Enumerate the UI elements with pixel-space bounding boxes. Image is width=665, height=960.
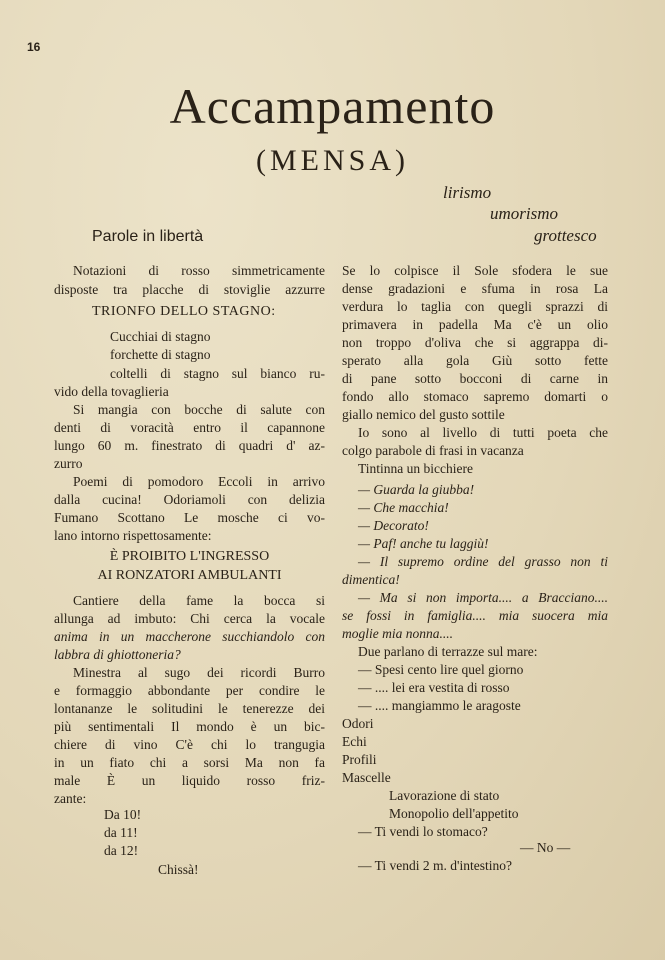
text-line: da 12!: [104, 843, 139, 858]
text-line: e formaggio abbondante per condire le: [54, 683, 325, 698]
text-line: — Ma si non importa.... a Bracciano....: [358, 590, 608, 605]
text-line: Tintinna un bicchiere: [358, 461, 473, 476]
text-line: — .... mangiammo le aragoste: [358, 698, 521, 713]
text-line: — Che macchia!: [358, 500, 449, 515]
text-line: Monopolio dell'appetito: [389, 806, 519, 821]
tag-grottesco: grottesco: [534, 226, 597, 245]
text-line: sperato alla gola Giù sotto fette: [342, 353, 608, 368]
text-line: — Paf! anche tu laggiù!: [358, 536, 489, 551]
text-line: Mascelle: [342, 770, 391, 785]
text-line: lano intorno rispettosamente:: [54, 528, 212, 543]
text-line: Lavorazione di stato: [389, 788, 500, 803]
page-subtitle: (MENSA): [256, 144, 409, 177]
text-line: forchette di stagno: [110, 347, 211, 362]
tag-umorismo: umorismo: [490, 204, 559, 223]
text-line: se fossi in famiglia.... mia suocera mia: [342, 608, 608, 623]
text-line: È PROIBITO L'INGRESSO: [109, 549, 270, 564]
text-line: allunga ad imbuto: Chi cerca la vocale: [54, 611, 325, 626]
text-line: primavera in padella Ma c'è un olio: [342, 317, 608, 332]
text-line: Due parlano di terrazze sul mare:: [358, 644, 538, 659]
text-line: da 11!: [104, 825, 138, 840]
text-line: denti di voracità entro il capannone: [54, 420, 325, 435]
section-label: Parole in libertà: [92, 228, 204, 245]
page-title: Accampamento: [169, 78, 496, 134]
text-line: vido della tovaglieria: [54, 384, 169, 399]
text-line: lungo 60 m. finestrato di quadri d' az-: [54, 438, 325, 453]
text-line: AI RONZATORI AMBULANTI: [97, 568, 282, 583]
text-line: — .... lei era vestita di rosso: [358, 680, 510, 695]
page-number: 16: [27, 40, 41, 54]
text-line: moglie mia nonna....: [342, 626, 453, 641]
text-line: Profili: [342, 752, 377, 767]
text-line: disposte tra placche di stoviglie azzurre: [54, 282, 325, 297]
text-line: Cucchiai di stagno: [110, 329, 211, 344]
text-line: Minestra al sugo dei ricordi Burro: [73, 665, 325, 680]
text-line: dalla cucina! Odoriamoli con delizia: [54, 492, 325, 507]
text-line: Si mangia con bocche di salute con: [73, 402, 325, 417]
text-line: — Decorato!: [358, 518, 429, 533]
text-line: labbra di ghiottoneria?: [54, 647, 181, 662]
text-line: Poemi di pomodoro Eccoli in arrivo: [73, 474, 325, 489]
text-line: di pane sotto bocconi di carne in: [342, 371, 608, 386]
text-line: Fumano Scottano Le mosche ci vo-: [54, 510, 325, 525]
text-line: non troppo d'oliva che si aggrappa di-: [342, 335, 608, 350]
text-line: colgo parabole di frasi in vacanza: [342, 443, 524, 458]
text-line: Se lo colpisce il Sole sfodera le sue: [342, 263, 608, 278]
text-line: Io sono al livello di tutti poeta che: [358, 425, 608, 440]
text-line: zante:: [54, 791, 87, 806]
text-line: Echi: [342, 734, 367, 749]
text-line: — Ti vendi 2 m. d'intestino?: [358, 858, 512, 873]
text-line: — Guarda la giubba!: [358, 482, 475, 497]
text-line: coltelli di stagno sul bianco ru-: [110, 366, 325, 381]
text-line: dimentica!: [342, 572, 400, 587]
text-line: zurro: [54, 456, 83, 471]
text-line: TRIONFO DELLO STAGNO:: [92, 304, 276, 319]
text-line: fondo allo stomaco sapremo domarti o: [342, 389, 608, 404]
text-line: Da 10!: [104, 807, 142, 822]
text-line: più sentimentali Il mondo è un bic-: [54, 719, 325, 734]
text-line: Odori: [342, 716, 374, 731]
text-line: verdura lo taglia con quegli sprazzi di: [342, 299, 608, 314]
text-line: — Il supremo ordine del grasso non ti: [358, 554, 608, 569]
text-line: Notazioni di rosso simmetricamente: [73, 263, 325, 278]
text-line: chiere di vino C'è chi lo trangugia: [54, 737, 325, 752]
text-line: — Spesi cento lire quel giorno: [358, 662, 524, 677]
text-line: male È un liquido rosso friz-: [54, 773, 325, 788]
text-line: — Ti vendi lo stomaco?: [358, 824, 488, 839]
text-line: Cantiere della fame la bocca si: [73, 593, 325, 608]
text-line: giallo nemico del gusto sottile: [342, 407, 505, 422]
text-line: lontananze le solitudini le tenerezze dei: [54, 701, 325, 716]
text-line: anima in un maccherone succhiandolo con: [54, 629, 325, 644]
text-line: in un fiato chi a sorsi Ma non fa: [54, 755, 325, 770]
text-line: — No —: [520, 840, 571, 855]
tag-lirismo: lirismo: [443, 183, 492, 202]
text-line: dense gradazioni e sfuma in rosa La: [342, 281, 608, 296]
text-line: Chissà!: [158, 862, 199, 877]
